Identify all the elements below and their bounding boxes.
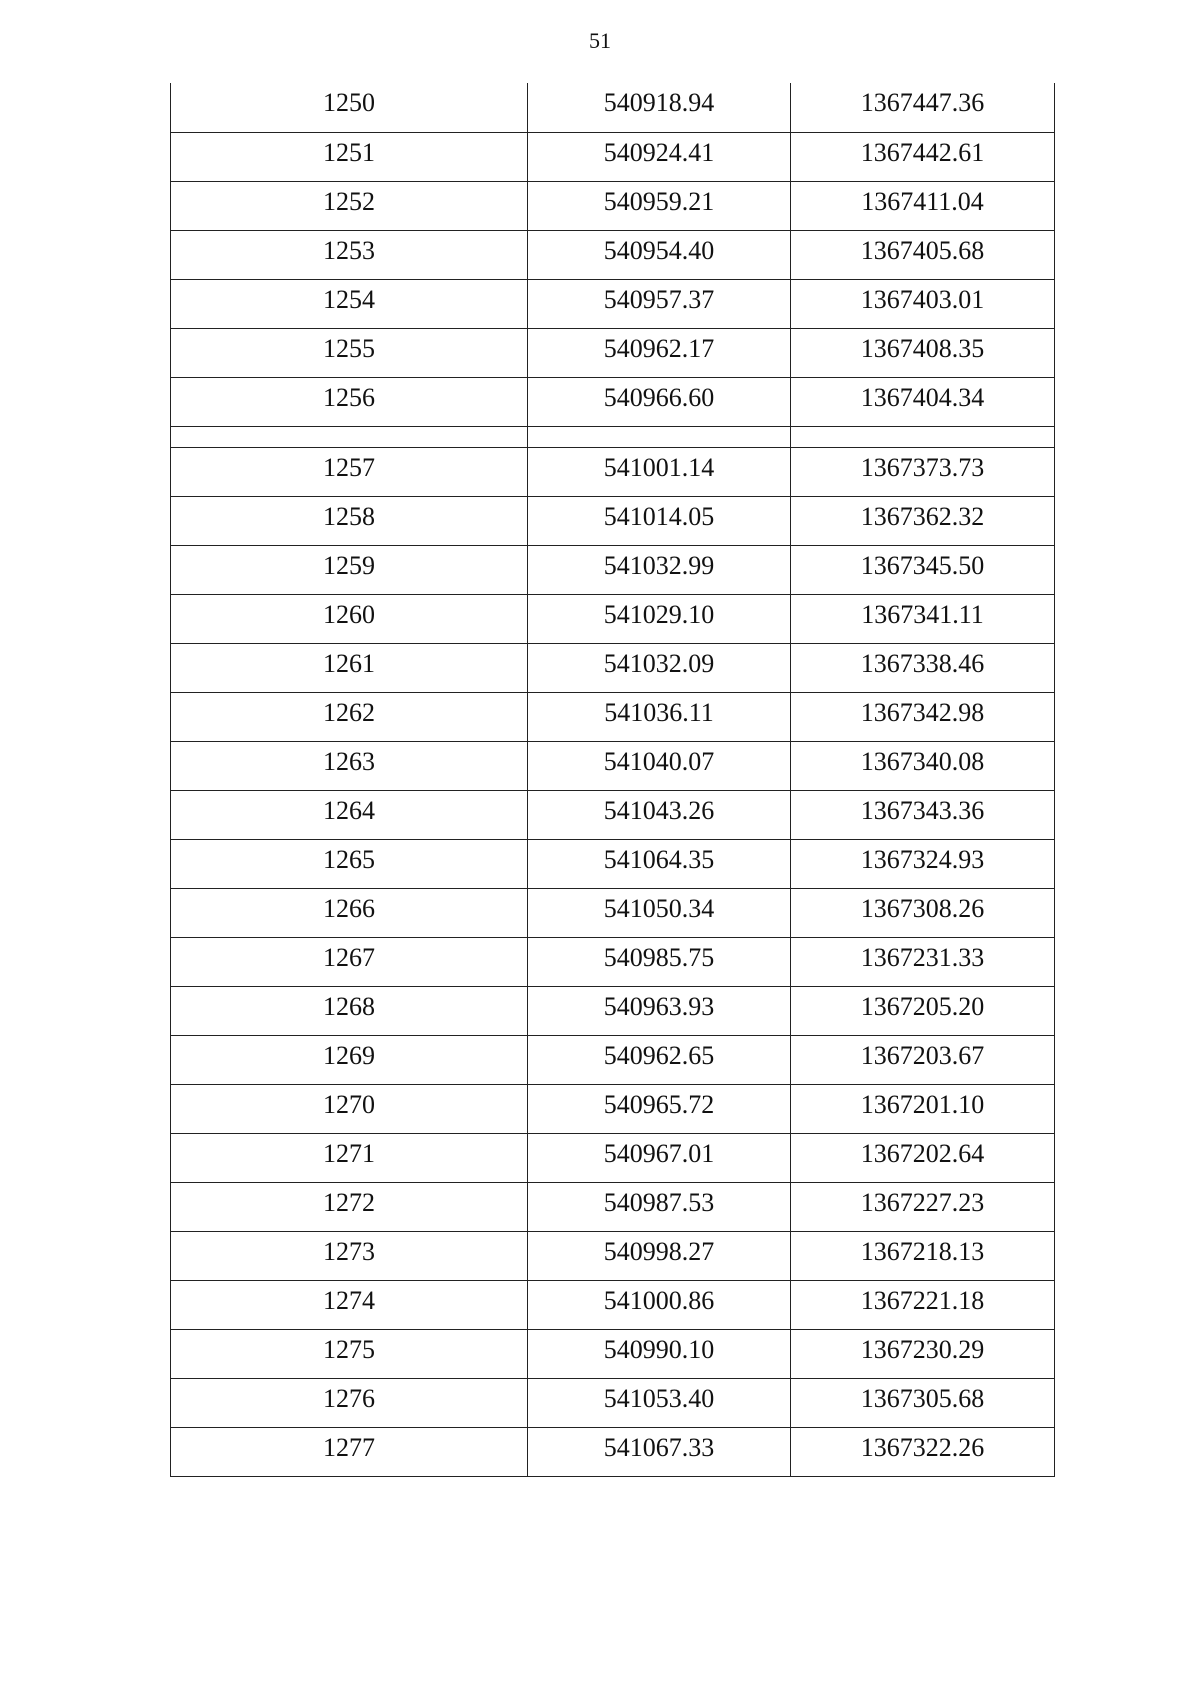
point-number-cell: 1266 [171,888,528,937]
table-row [171,594,1055,643]
point-number-cell: 1271 [171,1133,528,1182]
table-row [171,1182,1055,1231]
page-number: 51 [589,28,611,53]
spacer-cell [171,426,528,447]
x-coordinate-cell: 541040.07 [528,741,791,790]
table-row-spacer [171,426,1055,447]
x-coordinate-cell: 540965.72 [528,1084,791,1133]
y-coordinate-cell: 1367221.18 [791,1280,1055,1329]
table-row [171,1427,1055,1476]
y-coordinate-cell: 1367447.36 [791,83,1055,132]
point-number-cell: 1255 [171,328,528,377]
y-coordinate-cell: 1367203.67 [791,1035,1055,1084]
x-coordinate-cell: 540954.40 [528,230,791,279]
x-coordinate-cell: 540959.21 [528,181,791,230]
x-coordinate-cell: 541032.09 [528,643,791,692]
x-coordinate-cell: 540962.17 [528,328,791,377]
table-row [171,1329,1055,1378]
point-number-cell: 1259 [171,545,528,594]
point-number-cell: 1277 [171,1427,528,1476]
y-coordinate-cell: 1367345.50 [791,545,1055,594]
table-row [171,545,1055,594]
y-coordinate-cell: 1367340.08 [791,741,1055,790]
point-number-cell: 1268 [171,986,528,1035]
point-number-cell: 1251 [171,132,528,181]
y-coordinate-cell: 1367201.10 [791,1084,1055,1133]
y-coordinate-cell: 1367403.01 [791,279,1055,328]
y-coordinate-cell: 1367218.13 [791,1231,1055,1280]
point-number-cell: 1253 [171,230,528,279]
y-coordinate-cell: 1367230.29 [791,1329,1055,1378]
table-row [171,1378,1055,1427]
table-row [171,1035,1055,1084]
x-coordinate-cell: 541000.86 [528,1280,791,1329]
table-row [171,643,1055,692]
y-coordinate-cell: 1367205.20 [791,986,1055,1035]
table-row [171,741,1055,790]
table-row [171,447,1055,496]
coordinates-table-body [171,83,1055,1476]
x-coordinate-cell: 541001.14 [528,447,791,496]
x-coordinate-cell: 541029.10 [528,594,791,643]
table-row [171,132,1055,181]
point-number-cell: 1263 [171,741,528,790]
table-row [171,1133,1055,1182]
coordinates-table [170,83,1055,1477]
x-coordinate-cell: 540987.53 [528,1182,791,1231]
x-coordinate-cell: 540998.27 [528,1231,791,1280]
table-row [171,83,1055,132]
x-coordinate-cell: 541036.11 [528,692,791,741]
y-coordinate-cell: 1367373.73 [791,447,1055,496]
point-number-cell: 1276 [171,1378,528,1427]
table-row [171,377,1055,426]
point-number-cell: 1264 [171,790,528,839]
x-coordinate-cell: 541053.40 [528,1378,791,1427]
x-coordinate-cell: 540962.65 [528,1035,791,1084]
table-row [171,1084,1055,1133]
x-coordinate-cell: 540990.10 [528,1329,791,1378]
y-coordinate-cell: 1367308.26 [791,888,1055,937]
point-number-cell: 1274 [171,1280,528,1329]
table-row [171,328,1055,377]
x-coordinate-cell: 541050.34 [528,888,791,937]
y-coordinate-cell: 1367442.61 [791,132,1055,181]
y-coordinate-cell: 1367343.36 [791,790,1055,839]
point-number-cell: 1256 [171,377,528,426]
y-coordinate-cell: 1367202.64 [791,1133,1055,1182]
point-number-cell: 1275 [171,1329,528,1378]
point-number-cell: 1270 [171,1084,528,1133]
point-number-cell: 1269 [171,1035,528,1084]
x-coordinate-cell: 540985.75 [528,937,791,986]
y-coordinate-cell: 1367305.68 [791,1378,1055,1427]
x-coordinate-cell: 540918.94 [528,83,791,132]
y-coordinate-cell: 1367338.46 [791,643,1055,692]
y-coordinate-cell: 1367405.68 [791,230,1055,279]
table-row [171,790,1055,839]
point-number-cell: 1272 [171,1182,528,1231]
table-row [171,692,1055,741]
y-coordinate-cell: 1367342.98 [791,692,1055,741]
x-coordinate-cell: 540963.93 [528,986,791,1035]
table-row [171,888,1055,937]
x-coordinate-cell: 541064.35 [528,839,791,888]
y-coordinate-cell: 1367322.26 [791,1427,1055,1476]
x-coordinate-cell: 540957.37 [528,279,791,328]
table-row [171,230,1055,279]
y-coordinate-cell: 1367227.23 [791,1182,1055,1231]
point-number-cell: 1261 [171,643,528,692]
x-coordinate-cell: 541043.26 [528,790,791,839]
x-coordinate-cell: 540966.60 [528,377,791,426]
table-row [171,279,1055,328]
point-number-cell: 1267 [171,937,528,986]
x-coordinate-cell: 541032.99 [528,545,791,594]
point-number-cell: 1262 [171,692,528,741]
point-number-cell: 1252 [171,181,528,230]
table-row [171,937,1055,986]
point-number-cell: 1258 [171,496,528,545]
y-coordinate-cell: 1367411.04 [791,181,1055,230]
x-coordinate-cell: 541067.33 [528,1427,791,1476]
y-coordinate-cell: 1367362.32 [791,496,1055,545]
point-number-cell: 1250 [171,83,528,132]
y-coordinate-cell: 1367324.93 [791,839,1055,888]
y-coordinate-cell: 1367408.35 [791,328,1055,377]
table-row [171,986,1055,1035]
table-row [171,496,1055,545]
spacer-cell [791,426,1055,447]
point-number-cell: 1254 [171,279,528,328]
point-number-cell: 1257 [171,447,528,496]
x-coordinate-cell: 541014.05 [528,496,791,545]
x-coordinate-cell: 540967.01 [528,1133,791,1182]
point-number-cell: 1273 [171,1231,528,1280]
table-row [171,1231,1055,1280]
point-number-cell: 1260 [171,594,528,643]
x-coordinate-cell: 540924.41 [528,132,791,181]
table-row [171,839,1055,888]
spacer-cell [528,426,791,447]
table-row [171,1280,1055,1329]
y-coordinate-cell: 1367404.34 [791,377,1055,426]
y-coordinate-cell: 1367231.33 [791,937,1055,986]
point-number-cell: 1265 [171,839,528,888]
y-coordinate-cell: 1367341.11 [791,594,1055,643]
table-row [171,181,1055,230]
